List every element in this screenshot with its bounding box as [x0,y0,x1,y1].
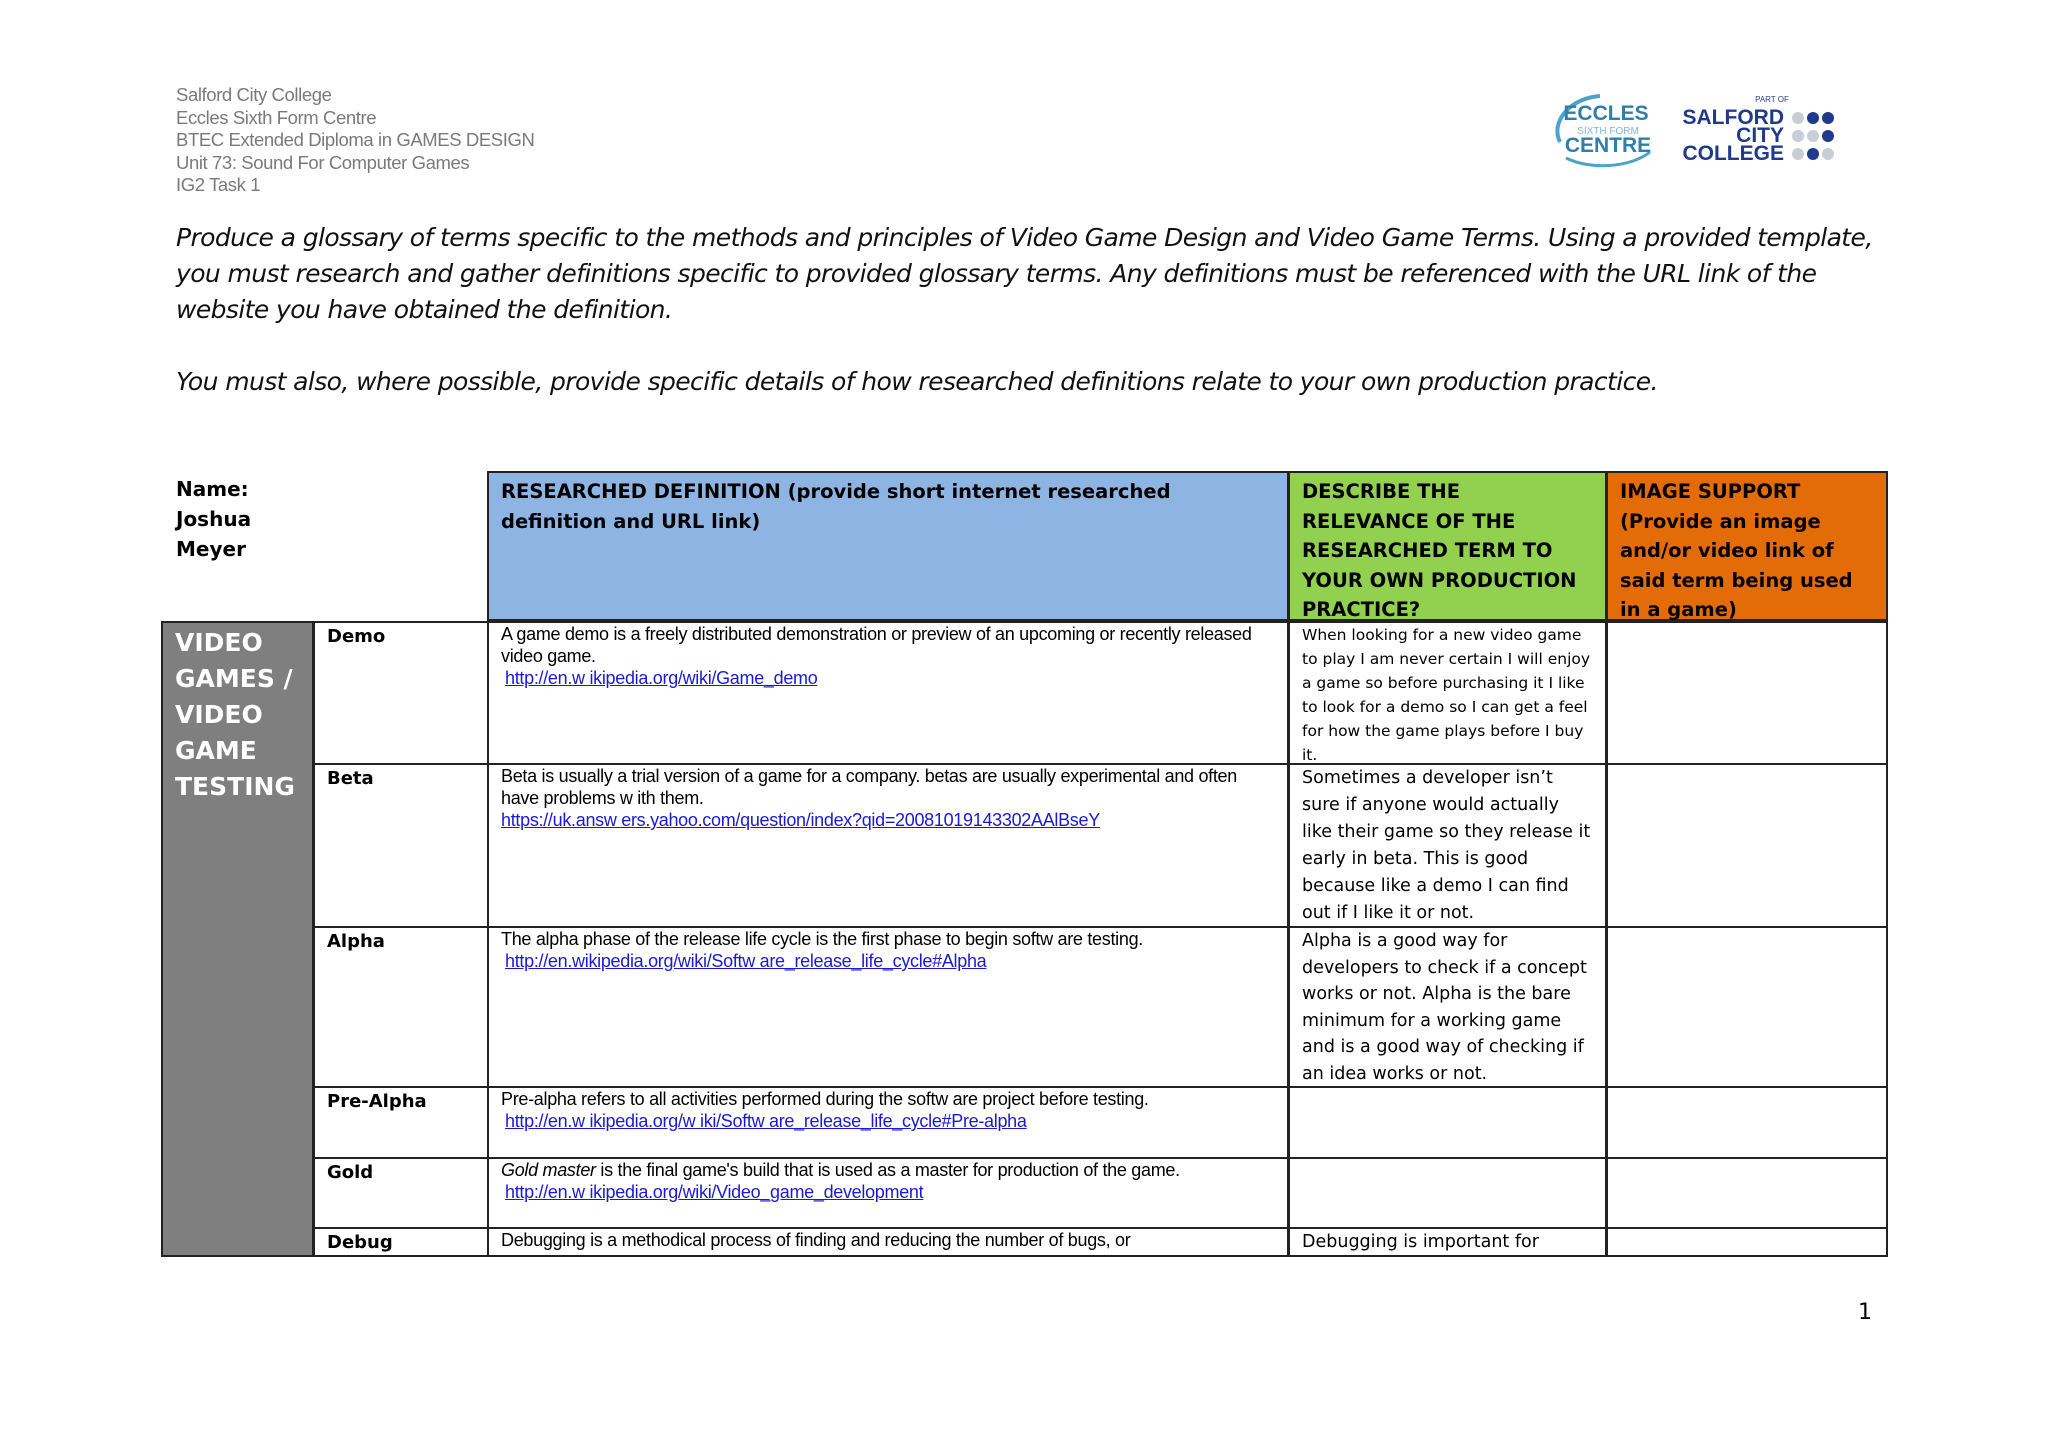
image-support-cell [1606,1227,1888,1257]
category-cell: VIDEO GAMES / VIDEO GAME TESTING [161,621,314,1257]
student-last-name: Meyer [176,537,246,561]
svg-text:COLLEGE: COLLEGE [1682,142,1784,165]
table-row [313,1157,1888,1229]
student-first-name: Joshua [176,507,252,531]
header-image-support: IMAGE SUPPORT (Provide an image and/or video link of said term being used in a game) [1606,471,1888,621]
relevance-cell [1288,763,1607,928]
definition-link[interactable]: http://en.w ikipedia.org/wiki/Video_game_development [505,1182,924,1202]
term-cell: Alpha [313,926,489,1088]
svg-text:PART OF: PART OF [1755,95,1789,104]
svg-text:CITY: CITY [1736,124,1784,147]
table-row [313,1086,1888,1159]
table-row [313,763,1888,928]
definition-text: is the final game's build that is used as a master for production of the game. [595,1160,1180,1180]
eccles-centre-logo [1550,92,1662,172]
svg-text:CENTRE: CENTRE [1564,134,1652,157]
header-unit: Unit 73: Sound For Computer Games [176,151,470,173]
salford-city-college-logo [1682,92,1860,172]
document-header [176,84,534,197]
definition-cell [487,1227,1289,1257]
definition-link[interactable]: http://en.wikipedia.org/wiki/Softw are_release_life_cycle#Alpha [505,951,987,971]
image-support-cell [1606,1086,1888,1159]
svg-text:SIXTH FORM: SIXTH FORM [1577,126,1639,137]
header-researched-definition: RESEARCHED DEFINITION (provide short internet researched definition and URL link) [487,471,1289,621]
header-centre: Eccles Sixth Form Centre [176,106,377,128]
header-course: BTEC Extended Diploma in GAMES DESIGN [176,129,535,150]
term-cell: Beta [313,763,489,928]
page-number: 1 [1858,1300,1872,1325]
table-row [313,1227,1888,1257]
svg-text:ECCLES: ECCLES [1563,102,1649,125]
relevance-cell [1288,621,1607,765]
header-task: IG2 Task 1 [176,174,261,195]
definition-text: Beta is usually a trial version of a game for a company. betas are usually experimental and often have problems w ith them. [501,766,1237,808]
term-cell: Pre-Alpha [313,1086,489,1159]
image-support-cell [1606,926,1888,1088]
task-instructions [176,220,1876,400]
image-support-cell [1606,1157,1888,1229]
header-college: Salford City College [176,84,332,105]
relevance-cell [1288,926,1607,1088]
instructions-paragraph-2: You must also, where possible, provide specific details of how researched definitions relate to your own production practice. [176,367,1658,396]
header-relevance: DESCRIBE THE RELEVANCE OF THE RESEARCHED TERM TO YOUR OWN PRODUCTION PRACTICE? [1288,471,1607,621]
definition-cell [487,926,1289,1088]
definition-link[interactable]: https://uk.answ ers.yahoo.com/question/index?qid=20081019143302AAlBseY [501,810,1100,830]
image-support-cell [1606,763,1888,928]
student-name-block [176,474,251,564]
relevance-text: Alpha is a good way for developers to check if a concept works or not. Alpha is the bare minimum for a working game and is a good way of checking if an idea works or not. [1302,931,1587,1084]
svg-text:SALFORD: SALFORD [1682,106,1784,129]
term-cell: Gold [313,1157,489,1229]
table-row [313,926,1888,1088]
relevance-text: When looking for a new video game to play I am never certain I will enjoy a game so before purchasing it I like to look for a demo so I can get a feel for how the game plays before I buy it. [1302,626,1591,764]
definition-link[interactable]: http://en.w ikipedia.org/wiki/Game_demo [505,668,818,688]
definition-text: Debugging is a methodical process of finding and reducing the number of bugs, or [501,1230,1131,1250]
relevance-cell [1288,1227,1607,1257]
definition-link[interactable]: http://en.w ikipedia.org/w iki/Softw are_release_life_cycle#Pre-alpha [505,1111,1027,1131]
definition-cell [487,1086,1289,1159]
name-label: Name: [176,477,249,501]
relevance-text: Sometimes a developer isn’t sure if anyone would actually like their game so they release it early in beta. This is good because like a demo I can find out if I like it or not. [1302,768,1591,923]
relevance-cell [1288,1157,1607,1229]
table-row [313,621,1888,765]
term-cell: Debug [313,1227,489,1257]
definition-cell [487,763,1289,928]
definition-cell [487,1157,1289,1229]
definition-cell [487,621,1289,765]
definition-text: A game demo is a freely distributed demonstration or preview of an upcoming or recently released video game. [501,624,1252,666]
instructions-paragraph-1: Produce a glossary of terms specific to the methods and principles of Video Game Design and Video Game Terms. Using a provided template, you must research and gather definitions specific to provided glossary terms. Any definitions must be referenced with the URL link of the website you have obtained the definition. [176,223,1873,324]
definition-text: The alpha phase of the release life cycle is the first phase to begin softw are testing. [501,929,1143,949]
definition-text: Pre-alpha refers to all activities performed during the softw are project before testing. [501,1089,1149,1109]
image-support-cell [1606,621,1888,765]
relevance-text: Debugging is important for [1302,1232,1539,1252]
relevance-cell [1288,1086,1607,1159]
term-cell: Demo [313,621,489,765]
definition-italic-term: Gold master [501,1160,596,1180]
